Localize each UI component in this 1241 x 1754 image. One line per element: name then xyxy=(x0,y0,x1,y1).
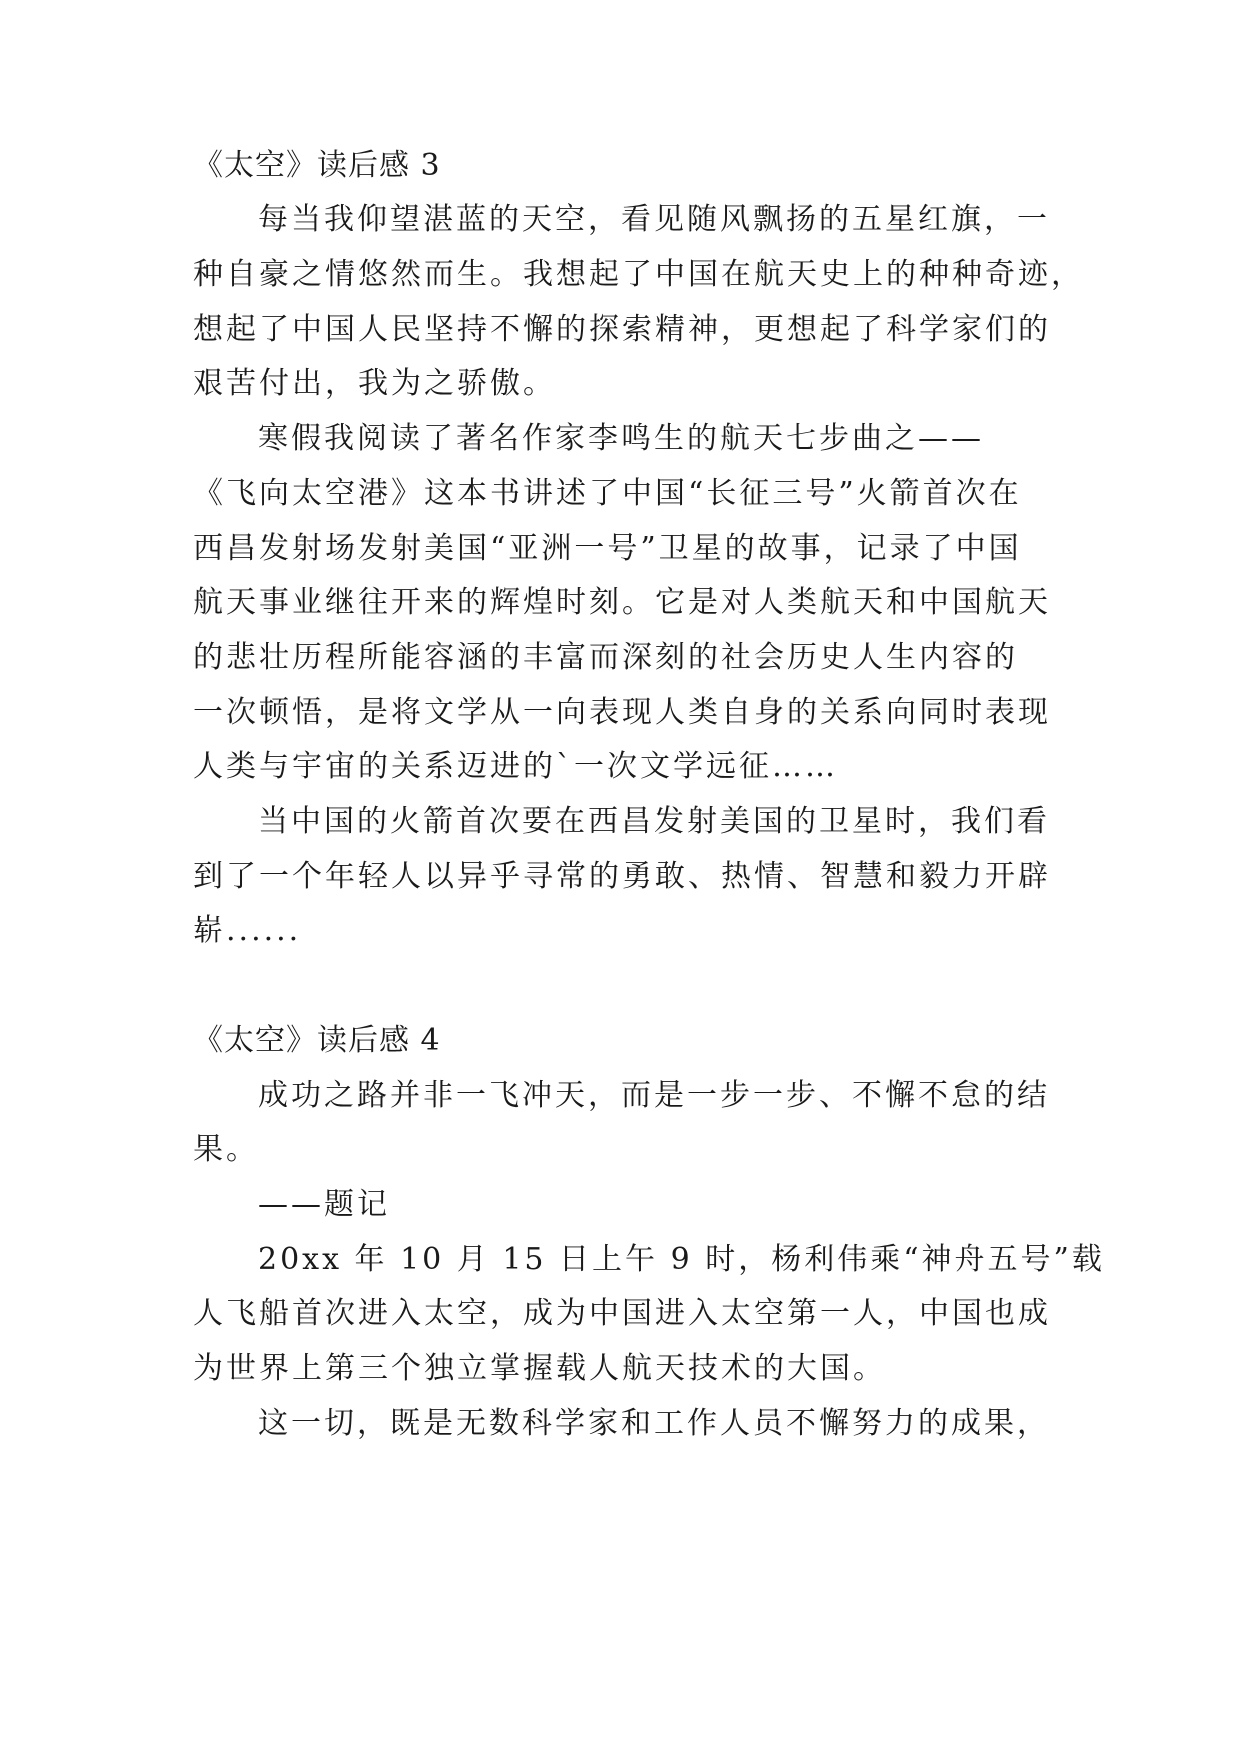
paragraph-line: 到了一个年轻人以异乎寻常的勇敢、热情、智慧和毅力开辟 xyxy=(193,859,1051,894)
paragraph-line: 果。 xyxy=(193,1132,259,1167)
section-3-title: 《太空》读后感 3 xyxy=(193,148,441,183)
paragraph-line: 艰苦付出，我为之骄傲。 xyxy=(193,366,556,401)
paragraph-line: 西昌发射场发射美国“亚洲一号”卫星的故事，记录了中国 xyxy=(193,531,1022,566)
paragraph-line: 人飞船首次进入太空，成为中国进入太空第一人，中国也成 xyxy=(193,1296,1051,1331)
paragraph-line: 这一切，既是无数科学家和工作人员不懈努力的成果， xyxy=(258,1406,1050,1441)
paragraph-line: 当中国的火箭首次要在西昌发射美国的卫星时，我们看 xyxy=(258,804,1050,839)
paragraph-line: 寒假我阅读了著名作家李鸣生的航天七步曲之—— xyxy=(258,421,984,456)
paragraph-line: 每当我仰望湛蓝的天空，看见随风飘扬的五星红旗，一 xyxy=(258,202,1050,237)
paragraph-line: 崭...... xyxy=(193,913,302,948)
paragraph-line: 一次顿悟，是将文学从一向表现人类自身的关系向同时表现 xyxy=(193,695,1051,730)
paragraph-line: 《飞向太空港》这本书讲述了中国“长征三号”火箭首次在 xyxy=(193,476,1022,511)
paragraph-line: 人类与宇宙的关系迈进的`一次文学远征…… xyxy=(193,749,838,784)
paragraph-line: 成功之路并非一飞冲天，而是一步一步、不懈不怠的结 xyxy=(258,1078,1050,1113)
paragraph-line: 为世界上第三个独立掌握载人航天技术的大国。 xyxy=(193,1351,886,1386)
paragraph-line: 航天事业继往开来的辉煌时刻。它是对人类航天和中国航天 xyxy=(193,585,1051,620)
section-4-title: 《太空》读后感 4 xyxy=(193,1023,441,1058)
paragraph-line: 种自豪之情悠然而生。我想起了中国在航天史上的种种奇迹， xyxy=(193,257,1084,292)
epigraph-line: ——题记 xyxy=(258,1187,390,1222)
paragraph-line: 20xx 年 10 月 15 日上午 9 时，杨利伟乘“神舟五号”载 xyxy=(258,1242,1105,1277)
paragraph-line: 的悲壮历程所能容涵的丰富而深刻的社会历史人生内容的 xyxy=(193,640,1018,675)
paragraph-line: 想起了中国人民坚持不懈的探索精神，更想起了科学家们的 xyxy=(193,312,1051,347)
